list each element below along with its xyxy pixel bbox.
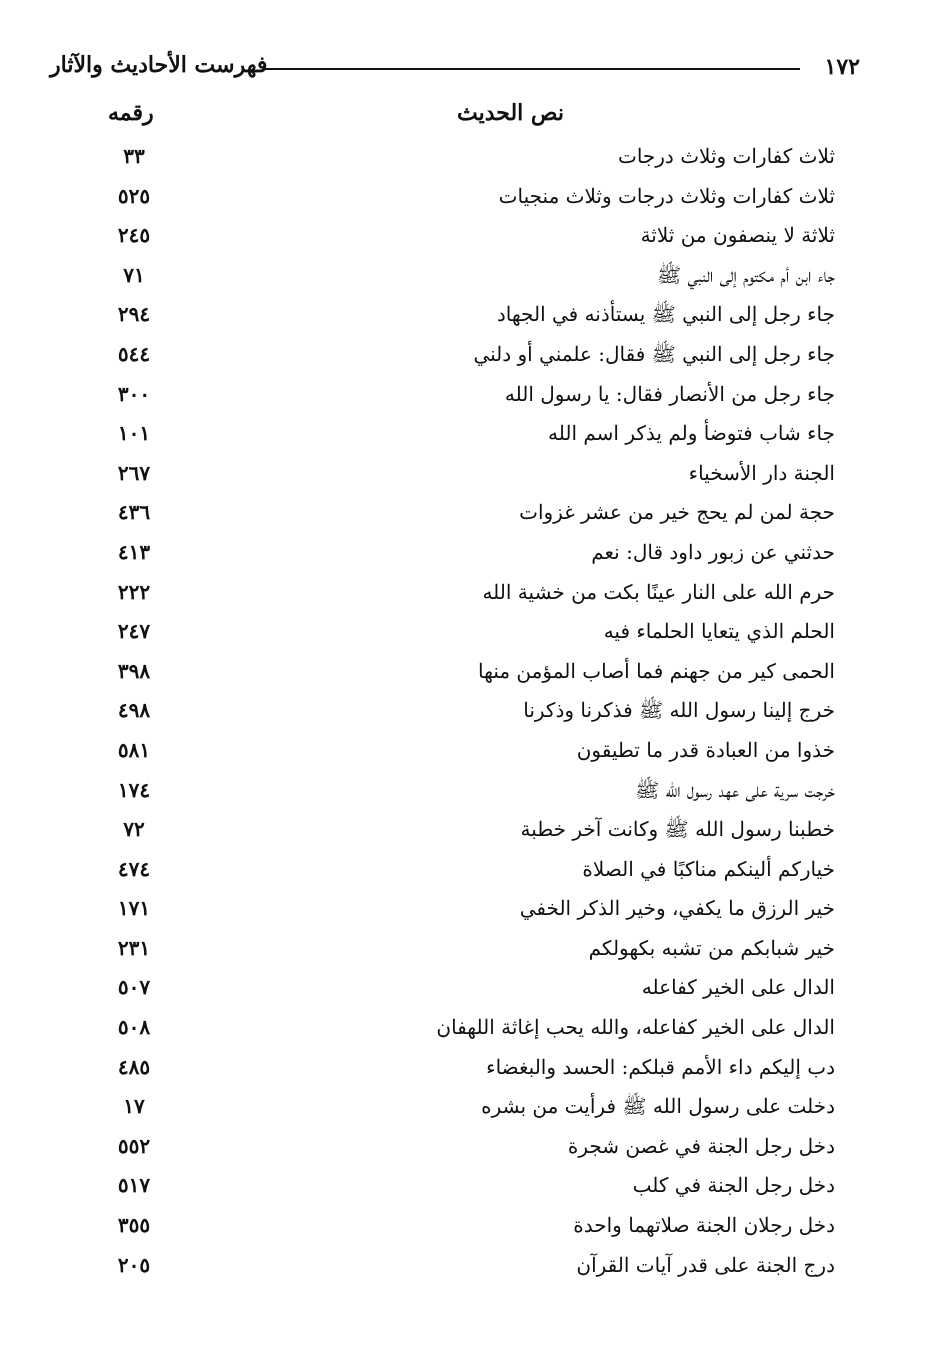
- hadith-number: ٢٤٥: [117, 223, 151, 248]
- index-entry-row: [90, 219, 835, 259]
- hadith-number: ٥٤٤: [117, 341, 151, 366]
- hadith-number: ٥١٧: [117, 1173, 151, 1198]
- hadith-number: ٢٤٧: [117, 619, 151, 644]
- index-entry-row: [90, 140, 835, 180]
- hadith-number: ٥٠٧: [117, 975, 151, 1000]
- header-rule: [265, 68, 800, 70]
- index-entry-row: [90, 853, 835, 893]
- hadith-number: ٣٥٥: [117, 1213, 151, 1238]
- index-entry-row: [90, 576, 835, 616]
- hadith-number: ٥٠٨: [117, 1015, 151, 1040]
- index-entry-row: [90, 1051, 835, 1091]
- hadith-number: ٢٣١: [117, 935, 151, 960]
- hadith-text: الحلم الذي يتعايا الحلماء فيه: [603, 619, 835, 644]
- index-entry-row: [90, 892, 835, 932]
- hadith-number: ١٧٤: [117, 777, 151, 802]
- hadith-text: جاء ابن أم مكتوم إلى النبي ﷺ: [656, 262, 835, 287]
- column-header-text: نص الحديث: [456, 100, 564, 126]
- index-entry-row: [90, 536, 835, 576]
- hadith-text: ثلاث كفارات وثلاث درجات: [617, 144, 835, 168]
- hadith-number: ٤٨٥: [117, 1054, 151, 1079]
- index-entry-row: [90, 694, 835, 734]
- index-entry-row: [90, 298, 835, 338]
- index-entry-row: [90, 655, 835, 695]
- hadith-text: خياركم ألينكم مناكبًا في الصلاة: [582, 856, 835, 881]
- hadith-text: حجة لمن لم يحج خير من عشر غزوات: [519, 500, 835, 525]
- hadith-index-list: [90, 140, 835, 1288]
- hadith-number: ٢٦٧: [117, 460, 151, 485]
- hadith-text: دخلت على رسول الله ﷺ فرأيت من بشره: [481, 1094, 835, 1119]
- hadith-number: ٥٨١: [117, 737, 151, 762]
- hadith-text: الحمى كير من جهنم فما أصاب المؤمن منها: [478, 658, 835, 683]
- hadith-text: دب إليكم داء الأمم قبلكم: الحسد والبغضاء: [486, 1054, 835, 1079]
- hadith-text: جاء رجل إلى النبي ﷺ يستأذنه في الجهاد: [496, 302, 835, 327]
- hadith-text: ثلاث كفارات وثلاث درجات وثلاث منجيات: [498, 183, 835, 208]
- hadith-text: ثلاثة لا ينصفون من ثلاثة: [640, 223, 835, 248]
- index-entry-row: [90, 496, 835, 536]
- hadith-text: خير شبابكم من تشبه بكهولكم: [588, 935, 835, 960]
- hadith-number: ٣٩٨: [117, 658, 151, 683]
- hadith-text: خير الرزق ما يكفي، وخير الذكر الخفي: [519, 896, 835, 921]
- hadith-number: ٧١: [123, 262, 145, 287]
- hadith-number: ٣٠٠: [117, 381, 151, 406]
- hadith-text: خذوا من العبادة قدر ما تطيقون: [576, 737, 835, 762]
- hadith-text: حدثني عن زبور داود قال: نعم: [591, 539, 835, 564]
- index-entry-row: [90, 259, 835, 299]
- page-header: [50, 52, 860, 88]
- hadith-text: خرجت سرية على عهد رسول الله ﷺ: [635, 777, 835, 802]
- hadith-text: دخل رجل الجنة في غصن شجرة: [567, 1133, 835, 1158]
- running-title: فهرست الأحاديث والآثار: [50, 52, 268, 78]
- index-entry-row: [90, 1090, 835, 1130]
- hadith-text: جاء رجل من الأنصار فقال: يا رسول الله: [504, 381, 835, 406]
- page-number: ١٧٢: [824, 54, 860, 80]
- index-entry-row: [90, 457, 835, 497]
- hadith-text: درج الجنة على قدر آيات القرآن: [576, 1252, 835, 1277]
- hadith-number: ٢٩٤: [117, 302, 151, 327]
- index-entry-row: [90, 180, 835, 220]
- index-entry-row: [90, 971, 835, 1011]
- hadith-number: ٤٧٤: [117, 856, 151, 881]
- index-entry-row: [90, 774, 835, 814]
- index-entry-row: [90, 417, 835, 457]
- hadith-number: ٧٢: [123, 817, 145, 842]
- index-entry-row: [90, 1249, 835, 1289]
- hadith-number: ٣٣: [123, 144, 145, 168]
- index-entry-row: [90, 378, 835, 418]
- hadith-text: حرم الله على النار عينًا بكت من خشية الله: [482, 579, 835, 604]
- index-entry-row: [90, 1130, 835, 1170]
- hadith-number: ٤٩٨: [117, 698, 151, 723]
- index-entry-row: [90, 734, 835, 774]
- hadith-number: ١٧: [123, 1094, 145, 1119]
- index-entry-row: [90, 1169, 835, 1209]
- hadith-text: الجنة دار الأسخياء: [688, 460, 835, 485]
- index-entry-row: [90, 615, 835, 655]
- hadith-text: الدال على الخير كفاعله، والله يحب إغاثة اللهفان: [436, 1015, 835, 1040]
- column-header-number: رقمه: [108, 100, 154, 126]
- hadith-text: جاء رجل إلى النبي ﷺ فقال: علمني أو دلني: [473, 341, 835, 366]
- hadith-text: دخل رجلان الجنة صلاتهما واحدة: [573, 1213, 835, 1238]
- hadith-text: خطبنا رسول الله ﷺ وكانت آخر خطبة: [520, 817, 835, 842]
- index-entry-row: [90, 813, 835, 853]
- hadith-text: جاء شاب فتوضأ ولم يذكر اسم الله: [548, 421, 835, 446]
- hadith-text: خرج إلينا رسول الله ﷺ فذكرنا وذكرنا: [523, 698, 835, 723]
- index-entry-row: [90, 338, 835, 378]
- hadith-number: ٤٣٦: [117, 500, 151, 525]
- hadith-number: ٤١٣: [117, 539, 151, 564]
- hadith-text: دخل رجل الجنة في كلب: [632, 1173, 835, 1198]
- hadith-number: ١٧١: [117, 896, 151, 921]
- index-entry-row: [90, 1011, 835, 1051]
- index-entry-row: [90, 1209, 835, 1249]
- hadith-number: ٢٠٥: [117, 1252, 151, 1277]
- hadith-number: ٢٢٢: [117, 579, 151, 604]
- hadith-number: ١٠١: [117, 421, 151, 446]
- hadith-text: الدال على الخير كفاعله: [641, 975, 835, 1000]
- hadith-number: ٥٢٥: [117, 183, 151, 208]
- hadith-number: ٥٥٢: [117, 1133, 151, 1158]
- index-entry-row: [90, 932, 835, 972]
